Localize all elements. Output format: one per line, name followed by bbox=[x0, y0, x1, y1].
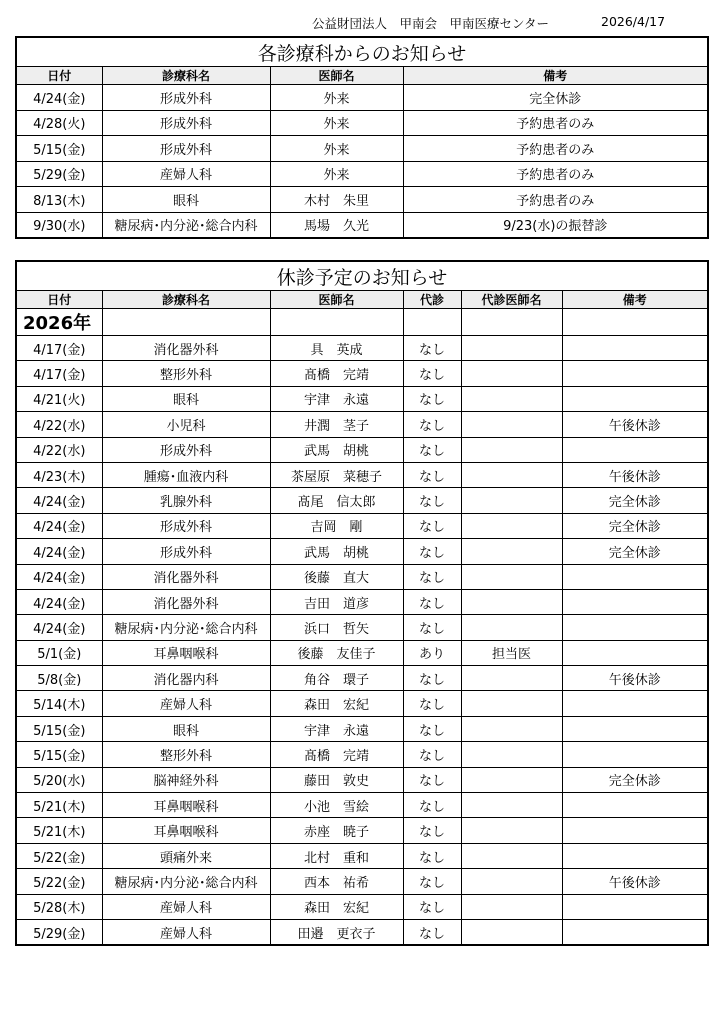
column-header: 診療科名 bbox=[102, 291, 270, 309]
substitute-doctor-cell bbox=[461, 361, 562, 386]
column-header: 医師名 bbox=[270, 67, 403, 85]
doctor-cell: 角谷 環子 bbox=[270, 666, 403, 691]
department-cell: 耳鼻咽喉科 bbox=[102, 793, 270, 818]
table-row bbox=[16, 110, 708, 136]
column-header: 日付 bbox=[16, 291, 102, 309]
date-cell: 4/24(金) bbox=[16, 615, 102, 640]
closures-title: 休診予定のお知らせ bbox=[16, 261, 708, 291]
table-row bbox=[16, 894, 708, 919]
doctor-cell: 具 英成 bbox=[270, 336, 403, 361]
notices-header-row bbox=[16, 67, 708, 85]
substitute-doctor-cell bbox=[461, 767, 562, 792]
note-cell bbox=[562, 386, 708, 411]
substitute-doctor-cell bbox=[461, 919, 562, 945]
table-row bbox=[16, 564, 708, 589]
substitute-doctor-cell: 担当医 bbox=[461, 640, 562, 665]
table-row bbox=[16, 187, 708, 213]
date-cell: 5/22(金) bbox=[16, 869, 102, 894]
department-cell: 消化器外科 bbox=[102, 336, 270, 361]
substitute-doctor-cell bbox=[461, 437, 562, 462]
department-cell: 消化器外科 bbox=[102, 564, 270, 589]
substitute-cell: なし bbox=[403, 742, 461, 767]
date-cell: 5/15(金) bbox=[16, 742, 102, 767]
table-row bbox=[16, 212, 708, 238]
department-cell: 整形外科 bbox=[102, 361, 270, 386]
substitute-doctor-cell bbox=[461, 462, 562, 487]
table-row bbox=[16, 462, 708, 487]
date-cell: 5/22(金) bbox=[16, 843, 102, 868]
substitute-doctor-cell bbox=[461, 589, 562, 614]
substitute-doctor-cell bbox=[461, 615, 562, 640]
substitute-doctor-cell bbox=[461, 513, 562, 538]
substitute-cell: なし bbox=[403, 361, 461, 386]
note-cell bbox=[562, 589, 708, 614]
doctor-cell: 井潤 茎子 bbox=[270, 412, 403, 437]
date-cell: 4/17(金) bbox=[16, 361, 102, 386]
substitute-doctor-cell bbox=[461, 894, 562, 919]
substitute-doctor-cell bbox=[461, 691, 562, 716]
department-cell: 形成外科 bbox=[102, 539, 270, 564]
date-cell: 5/21(木) bbox=[16, 793, 102, 818]
department-cell: 糖尿病･内分泌･総合内科 bbox=[102, 615, 270, 640]
substitute-cell: なし bbox=[403, 336, 461, 361]
date-cell: 4/24(金) bbox=[16, 539, 102, 564]
doctor-cell: 茶屋原 菜穂子 bbox=[270, 462, 403, 487]
doctor-cell: 後藤 直大 bbox=[270, 564, 403, 589]
department-cell: 消化器外科 bbox=[102, 589, 270, 614]
column-header: 代診医師名 bbox=[461, 291, 562, 309]
year-label: 2026年 bbox=[16, 309, 102, 336]
substitute-cell: なし bbox=[403, 539, 461, 564]
doctor-cell: 藤田 敦史 bbox=[270, 767, 403, 792]
note-cell bbox=[562, 742, 708, 767]
doctor-cell: 馬場 久光 bbox=[270, 212, 403, 238]
note-cell: 完全休診 bbox=[562, 767, 708, 792]
note-cell bbox=[562, 843, 708, 868]
department-cell: 形成外科 bbox=[102, 437, 270, 462]
substitute-cell: なし bbox=[403, 462, 461, 487]
doctor-cell: 赤座 暁子 bbox=[270, 818, 403, 843]
doctor-cell: 北村 重和 bbox=[270, 843, 403, 868]
table-row bbox=[16, 615, 708, 640]
note-cell: 午後休診 bbox=[562, 412, 708, 437]
doctor-cell: 外来 bbox=[270, 110, 403, 136]
department-cell: 整形外科 bbox=[102, 742, 270, 767]
table-row bbox=[16, 539, 708, 564]
date-cell: 5/28(木) bbox=[16, 894, 102, 919]
organization-name: 公益財団法人 甲南会 甲南医療センター bbox=[312, 16, 550, 31]
substitute-cell: なし bbox=[403, 564, 461, 589]
department-cell: 産婦人科 bbox=[102, 691, 270, 716]
date-cell: 4/24(金) bbox=[16, 85, 102, 111]
doctor-cell: 吉田 道彦 bbox=[270, 589, 403, 614]
substitute-doctor-cell bbox=[461, 666, 562, 691]
table-row bbox=[16, 818, 708, 843]
note-cell: 完全休診 bbox=[562, 513, 708, 538]
substitute-doctor-cell bbox=[461, 793, 562, 818]
note-cell bbox=[562, 564, 708, 589]
table-row bbox=[16, 843, 708, 868]
department-cell: 糖尿病･内分泌･総合内科 bbox=[102, 869, 270, 894]
department-cell: 形成外科 bbox=[102, 110, 270, 136]
doctor-cell: 西本 祐希 bbox=[270, 869, 403, 894]
substitute-cell: なし bbox=[403, 412, 461, 437]
column-header: 診療科名 bbox=[102, 67, 270, 85]
date-cell: 9/30(水) bbox=[16, 212, 102, 238]
closures-body bbox=[16, 336, 708, 946]
date-cell: 4/22(水) bbox=[16, 437, 102, 462]
department-cell: 形成外科 bbox=[102, 136, 270, 162]
date-cell: 4/24(金) bbox=[16, 488, 102, 513]
column-header: 備考 bbox=[403, 67, 708, 85]
note-cell bbox=[562, 640, 708, 665]
note-cell: 完全休診 bbox=[562, 488, 708, 513]
date-cell: 4/23(木) bbox=[16, 462, 102, 487]
table-row bbox=[16, 767, 708, 792]
department-cell: 小児科 bbox=[102, 412, 270, 437]
note-cell bbox=[562, 894, 708, 919]
note-cell: 午後休診 bbox=[562, 462, 708, 487]
table-row bbox=[16, 136, 708, 162]
substitute-cell: なし bbox=[403, 615, 461, 640]
department-cell: 眼科 bbox=[102, 187, 270, 213]
department-cell: 耳鼻咽喉科 bbox=[102, 640, 270, 665]
department-cell: 脳神経外科 bbox=[102, 767, 270, 792]
department-cell: 耳鼻咽喉科 bbox=[102, 818, 270, 843]
doctor-cell: 髙橋 完靖 bbox=[270, 361, 403, 386]
substitute-cell: なし bbox=[403, 843, 461, 868]
note-cell: 9/23(水)の振替診 bbox=[403, 212, 708, 238]
column-header: 備考 bbox=[562, 291, 708, 309]
date-cell: 5/21(木) bbox=[16, 818, 102, 843]
table-row bbox=[16, 488, 708, 513]
department-cell: 形成外科 bbox=[102, 513, 270, 538]
doctor-cell: 宇津 永遠 bbox=[270, 386, 403, 411]
substitute-cell: なし bbox=[403, 919, 461, 945]
column-header: 代診 bbox=[403, 291, 461, 309]
department-cell: 形成外科 bbox=[102, 85, 270, 111]
note-cell bbox=[562, 615, 708, 640]
substitute-cell: なし bbox=[403, 869, 461, 894]
substitute-doctor-cell bbox=[461, 412, 562, 437]
substitute-doctor-cell bbox=[461, 869, 562, 894]
department-cell: 頭痛外来 bbox=[102, 843, 270, 868]
date-cell: 4/17(金) bbox=[16, 336, 102, 361]
note-cell bbox=[562, 336, 708, 361]
department-cell: 産婦人科 bbox=[102, 894, 270, 919]
note-cell: 予約患者のみ bbox=[403, 161, 708, 187]
note-cell bbox=[562, 437, 708, 462]
doctor-cell: 外来 bbox=[270, 85, 403, 111]
substitute-cell: なし bbox=[403, 818, 461, 843]
note-cell: 完全休診 bbox=[562, 539, 708, 564]
date-cell: 4/24(金) bbox=[16, 589, 102, 614]
table-row bbox=[16, 919, 708, 945]
date-cell: 5/8(金) bbox=[16, 666, 102, 691]
date-cell: 5/29(金) bbox=[16, 161, 102, 187]
substitute-cell: なし bbox=[403, 767, 461, 792]
closure-schedule-table bbox=[15, 260, 709, 946]
date-cell: 5/1(金) bbox=[16, 640, 102, 665]
substitute-cell: なし bbox=[403, 666, 461, 691]
date-cell: 5/14(木) bbox=[16, 691, 102, 716]
note-cell bbox=[562, 793, 708, 818]
table-row bbox=[16, 589, 708, 614]
notices-title: 各診療科からのお知らせ bbox=[16, 37, 708, 67]
substitute-doctor-cell bbox=[461, 386, 562, 411]
table-row bbox=[16, 361, 708, 386]
substitute-doctor-cell bbox=[461, 539, 562, 564]
table-row bbox=[16, 666, 708, 691]
table-row bbox=[16, 161, 708, 187]
note-cell bbox=[562, 691, 708, 716]
note-cell bbox=[562, 919, 708, 945]
substitute-doctor-cell bbox=[461, 818, 562, 843]
note-cell bbox=[562, 818, 708, 843]
doctor-cell: 吉岡 剛 bbox=[270, 513, 403, 538]
issue-date: 2026/4/17 bbox=[601, 14, 666, 29]
substitute-doctor-cell bbox=[461, 843, 562, 868]
note-cell: 予約患者のみ bbox=[403, 110, 708, 136]
note-cell: 予約患者のみ bbox=[403, 136, 708, 162]
date-cell: 4/21(火) bbox=[16, 386, 102, 411]
substitute-cell: あり bbox=[403, 640, 461, 665]
date-cell: 5/15(金) bbox=[16, 136, 102, 162]
doctor-cell: 後藤 友佳子 bbox=[270, 640, 403, 665]
substitute-cell: なし bbox=[403, 513, 461, 538]
note-cell bbox=[562, 361, 708, 386]
table-row bbox=[16, 793, 708, 818]
doctor-cell: 外来 bbox=[270, 161, 403, 187]
date-cell: 5/20(水) bbox=[16, 767, 102, 792]
doctor-cell: 田邉 更衣子 bbox=[270, 919, 403, 945]
table-row bbox=[16, 869, 708, 894]
date-cell: 4/28(火) bbox=[16, 110, 102, 136]
substitute-doctor-cell bbox=[461, 564, 562, 589]
table-row bbox=[16, 412, 708, 437]
substitute-cell: なし bbox=[403, 386, 461, 411]
note-cell: 予約患者のみ bbox=[403, 187, 708, 213]
doctor-cell: 宇津 永遠 bbox=[270, 716, 403, 741]
table-row bbox=[16, 513, 708, 538]
doctor-cell: 木村 朱里 bbox=[270, 187, 403, 213]
department-notices-table bbox=[15, 36, 709, 239]
substitute-doctor-cell bbox=[461, 716, 562, 741]
notices-body bbox=[16, 85, 708, 239]
department-cell: 産婦人科 bbox=[102, 919, 270, 945]
doctor-cell: 外来 bbox=[270, 136, 403, 162]
department-cell: 眼科 bbox=[102, 386, 270, 411]
date-cell: 5/15(金) bbox=[16, 716, 102, 741]
date-cell: 4/24(金) bbox=[16, 513, 102, 538]
department-cell: 眼科 bbox=[102, 716, 270, 741]
substitute-cell: なし bbox=[403, 894, 461, 919]
table-row bbox=[16, 85, 708, 111]
note-cell: 午後休診 bbox=[562, 666, 708, 691]
substitute-doctor-cell bbox=[461, 742, 562, 767]
substitute-cell: なし bbox=[403, 716, 461, 741]
column-header: 日付 bbox=[16, 67, 102, 85]
doctor-cell: 小池 雪絵 bbox=[270, 793, 403, 818]
substitute-cell: なし bbox=[403, 437, 461, 462]
table-row bbox=[16, 437, 708, 462]
page-header bbox=[0, 14, 724, 34]
doctor-cell: 武馬 胡桃 bbox=[270, 437, 403, 462]
table-row bbox=[16, 742, 708, 767]
table-row bbox=[16, 386, 708, 411]
note-cell: 完全休診 bbox=[403, 85, 708, 111]
doctor-cell: 武馬 胡桃 bbox=[270, 539, 403, 564]
table-row bbox=[16, 691, 708, 716]
doctor-cell: 浜口 哲矢 bbox=[270, 615, 403, 640]
substitute-cell: なし bbox=[403, 691, 461, 716]
date-cell: 8/13(木) bbox=[16, 187, 102, 213]
substitute-doctor-cell bbox=[461, 488, 562, 513]
table-row bbox=[16, 640, 708, 665]
department-cell: 腫瘍･血液内科 bbox=[102, 462, 270, 487]
note-cell: 午後休診 bbox=[562, 869, 708, 894]
table-row bbox=[16, 336, 708, 361]
note-cell bbox=[562, 716, 708, 741]
doctor-cell: 森田 宏紀 bbox=[270, 894, 403, 919]
table-row bbox=[16, 716, 708, 741]
date-cell: 4/24(金) bbox=[16, 564, 102, 589]
column-header: 医師名 bbox=[270, 291, 403, 309]
substitute-doctor-cell bbox=[461, 336, 562, 361]
department-cell: 乳腺外科 bbox=[102, 488, 270, 513]
doctor-cell: 髙橋 完靖 bbox=[270, 742, 403, 767]
department-cell: 糖尿病･内分泌･総合内科 bbox=[102, 212, 270, 238]
doctor-cell: 森田 宏紀 bbox=[270, 691, 403, 716]
year-row bbox=[16, 309, 708, 336]
date-cell: 4/22(水) bbox=[16, 412, 102, 437]
department-cell: 消化器内科 bbox=[102, 666, 270, 691]
doctor-cell: 髙尾 信太郎 bbox=[270, 488, 403, 513]
substitute-cell: なし bbox=[403, 589, 461, 614]
closures-header-row bbox=[16, 291, 708, 309]
substitute-cell: なし bbox=[403, 793, 461, 818]
date-cell: 5/29(金) bbox=[16, 919, 102, 945]
substitute-cell: なし bbox=[403, 488, 461, 513]
department-cell: 産婦人科 bbox=[102, 161, 270, 187]
